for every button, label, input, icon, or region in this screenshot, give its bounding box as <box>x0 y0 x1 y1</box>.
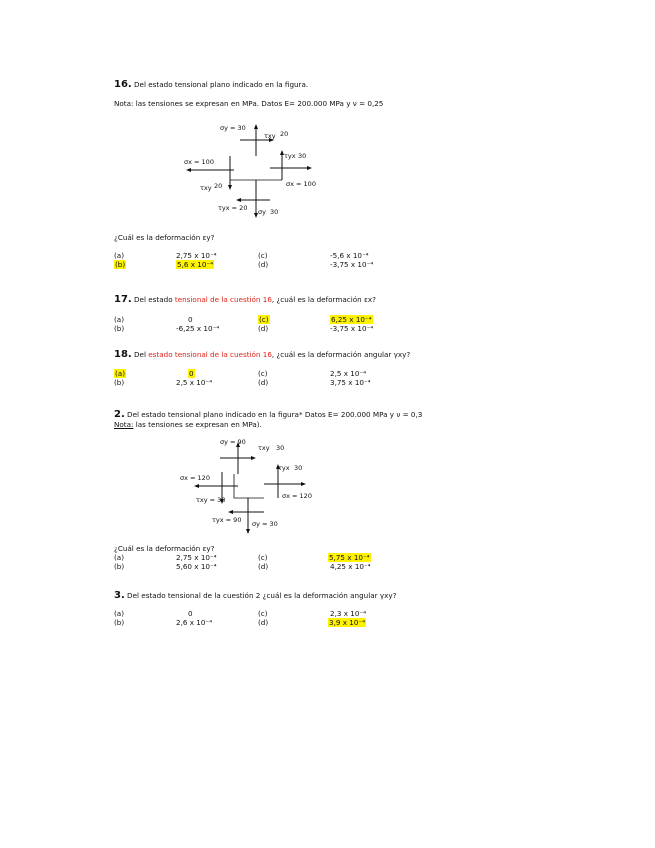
q2-opt-d-letter: (d) <box>258 562 269 571</box>
q2-fig-tyx-right: τyx <box>278 464 290 472</box>
q18-opt-b-letter: (b) <box>114 378 125 387</box>
q16-note: Nota: las tensiones se expresan en MPa. Datos E= 200.000 MPa y ν = 0,25 <box>114 99 384 108</box>
q17-ref: tensional de la cuestión 16 <box>174 295 272 304</box>
q17-opt-c-value: 6,25 x 10⁻⁴ <box>331 315 372 324</box>
q3-opt-d-value: 3,9 x 10⁻⁴ <box>329 618 366 627</box>
q16-opt-a-value: 2,75 x 10⁻⁴ <box>176 251 217 260</box>
q16-opt-a-letter: (a) <box>114 251 125 260</box>
q17-opt-a-value: 0 <box>188 315 193 324</box>
q2-number: 2. <box>114 409 125 420</box>
q2-fig-txy-left: τxy = 30 <box>196 496 226 504</box>
q2-opt-b-value: 5,60 x 10⁻⁴ <box>176 562 217 571</box>
q3-opt-b-value: 2,6 x 10⁻⁴ <box>176 618 213 627</box>
q3-title: Del estado tensional de la cuestión 2 ¿cuál es la deformación angular γxy? <box>124 591 397 600</box>
q16-stress-figure <box>170 118 350 228</box>
q17-opt-c-letter: (c) <box>259 315 269 324</box>
q3-number: 3. <box>114 590 125 601</box>
q3-opt-a-value: 0 <box>188 609 193 618</box>
q2-opt-d-value: 4,25 x 10⁻⁴ <box>330 562 371 571</box>
q16-opt-c-value: -5,6 x 10⁻⁴ <box>330 251 369 260</box>
q17-opt-d-value: -3,75 x 10⁻⁴ <box>330 324 374 333</box>
q16-fig-tyx-bot: τyx = 20 <box>218 204 248 212</box>
q2-fig-v30r: 30 <box>294 464 303 472</box>
q16-opt-b-value: 5,6 x 10⁻⁴ <box>177 260 214 269</box>
q17-opt-b-value: -6,25 x 10⁻⁴ <box>176 324 220 333</box>
q2-opt-c-value: 5,75 x 10⁻⁴ <box>329 553 370 562</box>
q2-fig-tyx-bot: τyx = 90 <box>212 516 242 524</box>
q16-opt-d-value: -3,75 x 10⁻⁴ <box>330 260 374 269</box>
q2-stress-figure <box>178 436 358 536</box>
q16-fig-txy-left: τxy <box>200 184 212 192</box>
q18-number: 18. <box>114 349 132 360</box>
q18-opt-d-letter: (d) <box>258 378 269 387</box>
q16-fig-txy-top: τxy <box>264 132 276 140</box>
q2-fig-txy-top: τxy <box>258 444 270 452</box>
q17-opt-b-letter: (b) <box>114 324 125 333</box>
q3-opt-a-letter: (a) <box>114 609 125 618</box>
q2-fig-v30a: 30 <box>276 444 285 452</box>
q16-opt-c-letter: (c) <box>258 251 268 260</box>
q2-opt-b-letter: (b) <box>114 562 125 571</box>
q16-fig-v20a: 20 <box>280 130 289 138</box>
q18-opt-d-value: 3,75 x 10⁻⁴ <box>330 378 371 387</box>
q2-opt-a-letter: (a) <box>114 553 125 562</box>
q3-heading <box>114 591 396 600</box>
q2-fig-sy-bot: σy = 30 <box>252 520 278 528</box>
q18-ref: estado tensional de la cuestión 16 <box>148 350 272 359</box>
q16-opt-d-letter: (d) <box>258 260 269 269</box>
q2-fig-sy: σy = 90 <box>220 438 246 446</box>
q17-number: 17. <box>114 294 132 305</box>
q2-question: ¿Cuál es la deformación εy? <box>114 544 215 553</box>
q3-opt-c-letter: (c) <box>258 609 268 618</box>
q16-fig-v30r: 30 <box>298 152 307 160</box>
q16-fig-v30b: 30 <box>270 208 279 216</box>
q2-heading <box>114 410 422 419</box>
q16-opt-b-letter: (b) <box>115 260 126 269</box>
q18-heading: 18. Del estado tensional de la cuestión 16, ¿cuál es la deformación angular γxy? <box>114 349 411 360</box>
q18-opt-c-letter: (c) <box>258 369 268 378</box>
q18-opt-c-value: 2,5 x 10⁻⁴ <box>330 369 367 378</box>
q2-fig-sx-right: σx = 120 <box>282 492 312 500</box>
q16-fig-sy-bot: σy <box>258 208 266 216</box>
q17-heading: 17. Del estado tensional de la cuestión 16, ¿cuál es la deformación εx? <box>114 294 376 305</box>
q16-fig-v20l: 20 <box>214 182 223 190</box>
q18-opt-a-value: 0 <box>189 369 194 378</box>
q16-heading <box>114 80 308 89</box>
q16-fig-sx-right: σx = 100 <box>286 180 316 188</box>
q18-opt-a-letter: (a) <box>115 369 126 378</box>
q16-fig-sx-left: σx = 100 <box>184 158 214 166</box>
q2-opt-c-letter: (c) <box>258 553 268 562</box>
q2-fig-sx-left: σx = 120 <box>180 474 210 482</box>
q16-fig-tyx-right: τyx <box>284 152 296 160</box>
q16-title: Del estado tensional plano indicado en la figura. <box>131 80 309 89</box>
q3-opt-d-letter: (d) <box>258 618 269 627</box>
q2-opt-a-value: 2,75 x 10⁻⁴ <box>176 553 217 562</box>
q17-opt-a-letter: (a) <box>114 315 125 324</box>
q16-fig-sy: σy = 30 <box>220 124 246 132</box>
q18-opt-b-value: 2,5 x 10⁻⁴ <box>176 378 213 387</box>
q3-opt-b-letter: (b) <box>114 618 125 627</box>
q16-question: ¿Cuál es la deformación εy? <box>114 233 215 242</box>
q16-number: 16. <box>114 79 132 90</box>
q17-opt-d-letter: (d) <box>258 324 269 333</box>
q3-opt-c-value: 2,3 x 10⁻⁴ <box>330 609 367 618</box>
q2-note: Nota: las tensiones se expresan en MPa). <box>114 420 262 429</box>
q2-title: Del estado tensional plano indicado en la figura* Datos E= 200.000 MPa y ν = 0,3 <box>124 410 423 419</box>
